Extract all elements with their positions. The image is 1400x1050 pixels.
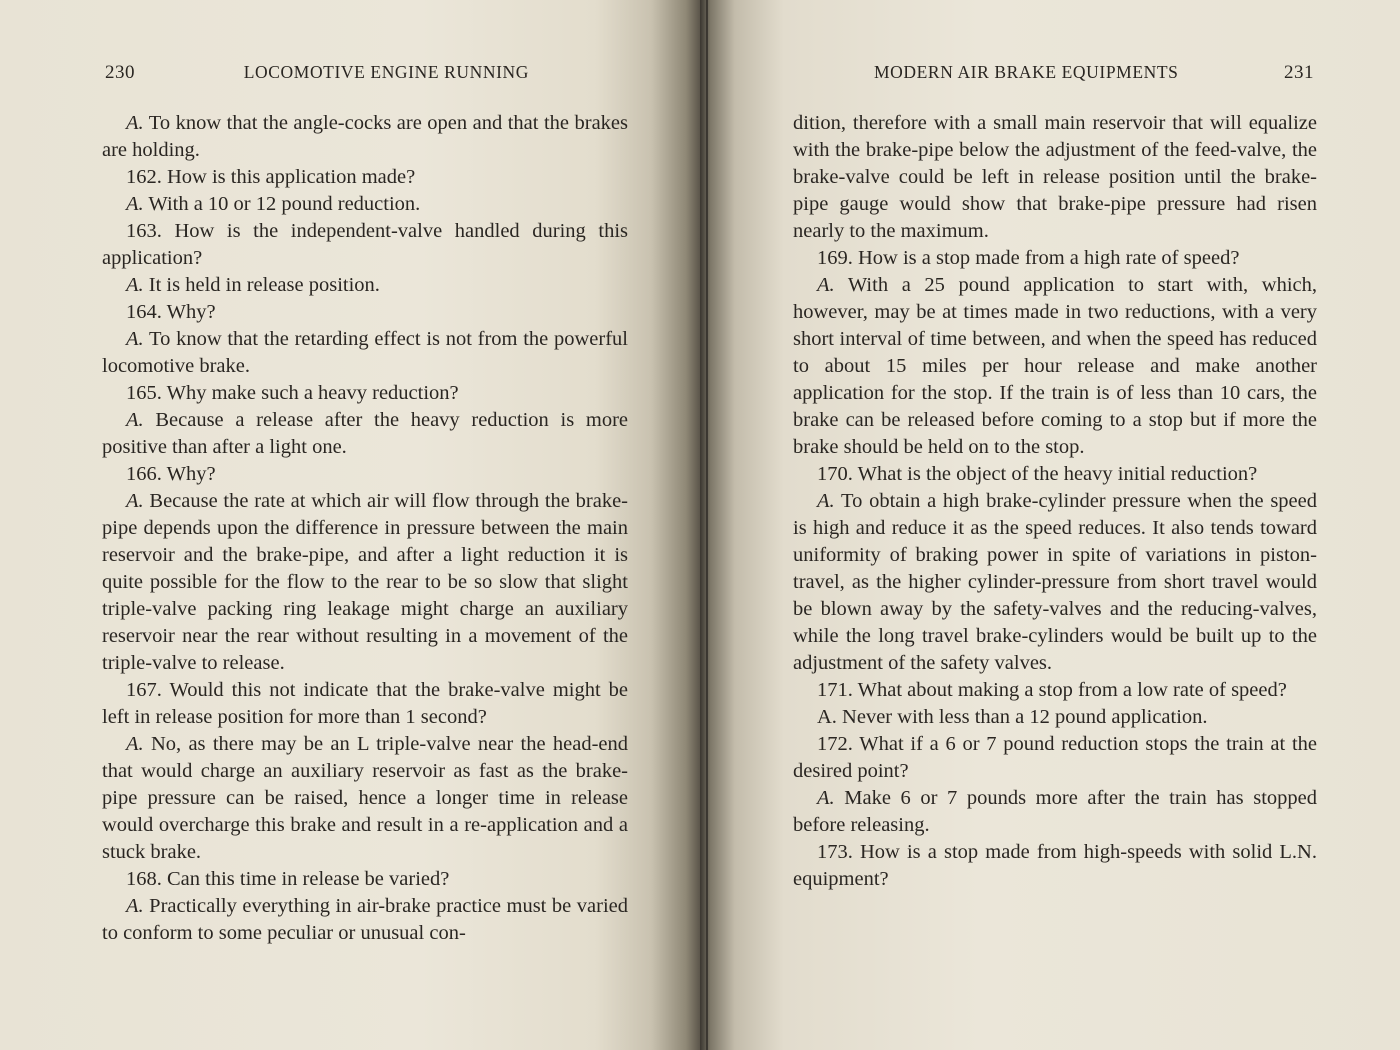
left-running-head: LOCOMOTIVE ENGINE RUNNING: [243, 62, 529, 82]
paragraph: [102, 326, 628, 380]
left-page-header: [105, 62, 529, 84]
paragraph-text: To know that the angle-cocks are open and that the brakes are holding.: [102, 112, 628, 161]
right-page: [700, 0, 1400, 1050]
answer-label: A.: [817, 490, 835, 512]
paragraph-text: 169. How is a stop made from a high rate of speed?: [817, 247, 1240, 269]
paragraph-text: Because the rate at which air will flow through the brake-pipe depends upon the difference in pressure between the main reservoir and the brake-pipe, and after a light reduction it is quite possible for the flow to the rear to be so slow that slight triple-valve packing ring leakage might charge an auxiliary reservoir near the rear without resulting in a movement of the triple-valve to release.: [102, 490, 628, 674]
paragraph: [102, 407, 628, 461]
answer-label: A.: [126, 112, 144, 134]
paragraph-text: 172. What if a 6 or 7 pound reduction stops the train at the desired point?: [793, 733, 1317, 782]
paragraph: [793, 272, 1317, 461]
paragraph: [793, 110, 1317, 245]
paragraph-text: 165. Why make such a heavy reduction?: [126, 382, 459, 404]
answer-label: A.: [126, 193, 144, 215]
paragraph-text: 173. How is a stop made from high-speeds with solid L.N. equipment?: [793, 841, 1317, 890]
right-running-head: MODERN AIR BRAKE EQUIPMENTS: [874, 62, 1179, 82]
paragraph: [793, 488, 1317, 677]
right-page-header: [874, 62, 1314, 84]
paragraph-text: 168. Can this time in release be varied?: [126, 868, 450, 890]
paragraph: [793, 839, 1317, 893]
paragraph: [793, 704, 1317, 731]
paragraph: [102, 164, 628, 191]
paragraph-text: 162. How is this application made?: [126, 166, 416, 188]
answer-label: A.: [126, 274, 144, 296]
answer-label: A.: [126, 409, 144, 431]
answer-label: A.: [126, 733, 144, 755]
paragraph-text: 166. Why?: [126, 463, 216, 485]
right-page-text: [793, 110, 1317, 893]
paragraph: [793, 785, 1317, 839]
answer-label: A.: [817, 787, 835, 809]
answer-label: A.: [126, 328, 144, 350]
answer-label: A.: [126, 490, 144, 512]
paragraph-text: With a 25 pound application to start with, which, however, may be at times made in two reductions, with a very short interval of time between, and when the speed has reduced to about 15 miles per hour release and make another application for the stop. If the train is of less than 10 cars, the brake can be released before coming to a stop but if more the brake should be held on to the stop.: [793, 274, 1317, 458]
left-page-number: 230: [105, 62, 135, 83]
paragraph: [102, 731, 628, 866]
paragraph: [102, 272, 628, 299]
paragraph: [102, 218, 628, 272]
paragraph-text: It is held in release position.: [143, 274, 380, 296]
paragraph-text: No, as there may be an L triple-valve near the head-end that would charge an auxiliary reservoir as fast as the brake-pipe pressure can be raised, hence a longer time in release would overcharge this brake and result in a re-application and a stuck brake.: [102, 733, 628, 863]
answer-label: A.: [817, 274, 835, 296]
paragraph-text: 171. What about making a stop from a low rate of speed?: [817, 679, 1287, 701]
paragraph-text: 167. Would this not indicate that the brake-valve might be left in release position for more than 1 second?: [102, 679, 628, 728]
paragraph-text: Practically everything in air-brake practice must be varied to conform to some peculiar or unusual con-: [102, 895, 628, 944]
paragraph: [102, 380, 628, 407]
paragraph: [102, 110, 628, 164]
paragraph: [793, 245, 1317, 272]
paragraph-text: With a 10 or 12 pound reduction.: [143, 193, 421, 215]
paragraph-text: 170. What is the object of the heavy initial reduction?: [817, 463, 1258, 485]
answer-label: A.: [126, 895, 144, 917]
paragraph-text: Make 6 or 7 pounds more after the train has stopped before releasing.: [793, 787, 1317, 836]
book-gutter: [706, 0, 708, 1050]
paragraph: [793, 461, 1317, 488]
paragraph: [793, 731, 1317, 785]
paragraph: [793, 677, 1317, 704]
paragraph-text: 163. How is the independent-valve handled during this application?: [102, 220, 628, 269]
paragraph: [102, 677, 628, 731]
paragraph-text: A. Never with less than a 12 pound application.: [817, 706, 1208, 728]
paragraph-text: dition, therefore with a small main reservoir that will equalize with the brake-pipe below the adjustment of the feed-valve, the brake-valve could be left in release position until the brake-pipe gauge would show that brake-pipe pressure had risen nearly to the maximum.: [793, 112, 1317, 242]
paragraph: [102, 488, 628, 677]
paragraph: [102, 893, 628, 947]
paragraph: [102, 866, 628, 893]
paragraph-text: To obtain a high brake-cylinder pressure when the speed is high and reduce it as the speed reduces. It also tends toward uniformity of braking power in spite of variations in piston-travel, as the higher cylinder-pressure from short travel would be blown away by the safety-valves and the reducing-valves, while the long travel brake-cylinders would be built up to the adjustment of the safety valves.: [793, 490, 1317, 674]
paragraph: [102, 299, 628, 326]
paragraph-text: 164. Why?: [126, 301, 216, 323]
left-page-text: [102, 110, 628, 947]
paragraph: [102, 461, 628, 488]
right-page-number: 231: [1284, 62, 1314, 83]
paragraph: [102, 191, 628, 218]
paragraph-text: To know that the retarding effect is not from the powerful locomotive brake.: [102, 328, 628, 377]
paragraph-text: Because a release after the heavy reduction is more positive than after a light one.: [102, 409, 628, 458]
